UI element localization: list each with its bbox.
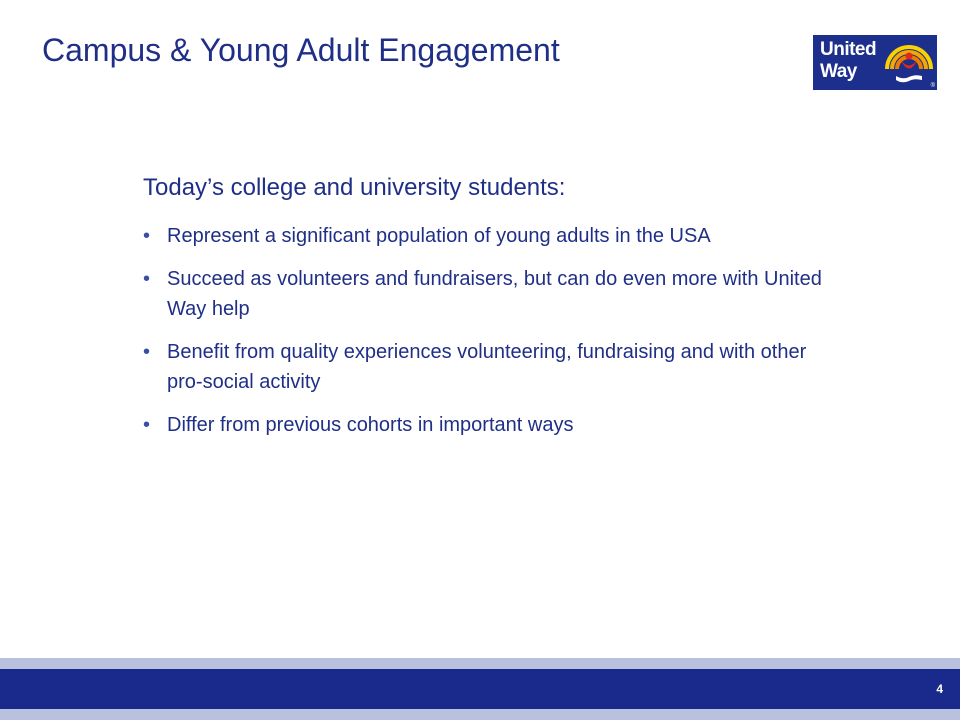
- bullet-list: [143, 221, 823, 440]
- slide-title: Campus & Young Adult Engagement: [42, 32, 560, 68]
- bullet-text: Succeed as volunteers and fundraisers, but can do even more with United Way help: [167, 268, 822, 320]
- slide-content: [143, 170, 823, 453]
- bullet-item: [143, 410, 823, 440]
- footer-light-stripe-bottom: [0, 709, 960, 720]
- content-subheading: Today’s college and university students:: [143, 174, 566, 201]
- bullet-text: Differ from previous cohorts in important ways: [167, 414, 574, 436]
- logo-line-1: United: [820, 39, 877, 60]
- footer-band: [0, 669, 960, 709]
- bullet-item: [143, 337, 823, 397]
- logo-line-2: Way: [820, 61, 857, 82]
- bullet-text: Benefit from quality experiences volunteering, fundraising and with other pro-social activity: [167, 341, 807, 393]
- bullet-item: [143, 221, 823, 251]
- bullet-item: [143, 264, 823, 324]
- page-number: 4: [936, 682, 943, 696]
- rainbow-hand-icon: [883, 37, 935, 88]
- bullet-icon: •: [143, 225, 151, 247]
- logo-wordmark: [820, 39, 876, 83]
- registered-mark: ®: [930, 83, 935, 89]
- united-way-logo: [813, 35, 937, 90]
- bullet-icon: •: [143, 341, 151, 363]
- bullet-icon: •: [143, 414, 151, 436]
- footer-light-stripe-top: [0, 658, 960, 669]
- bullet-text: Represent a significant population of young adults in the USA: [167, 225, 711, 247]
- bullet-icon: •: [143, 268, 151, 290]
